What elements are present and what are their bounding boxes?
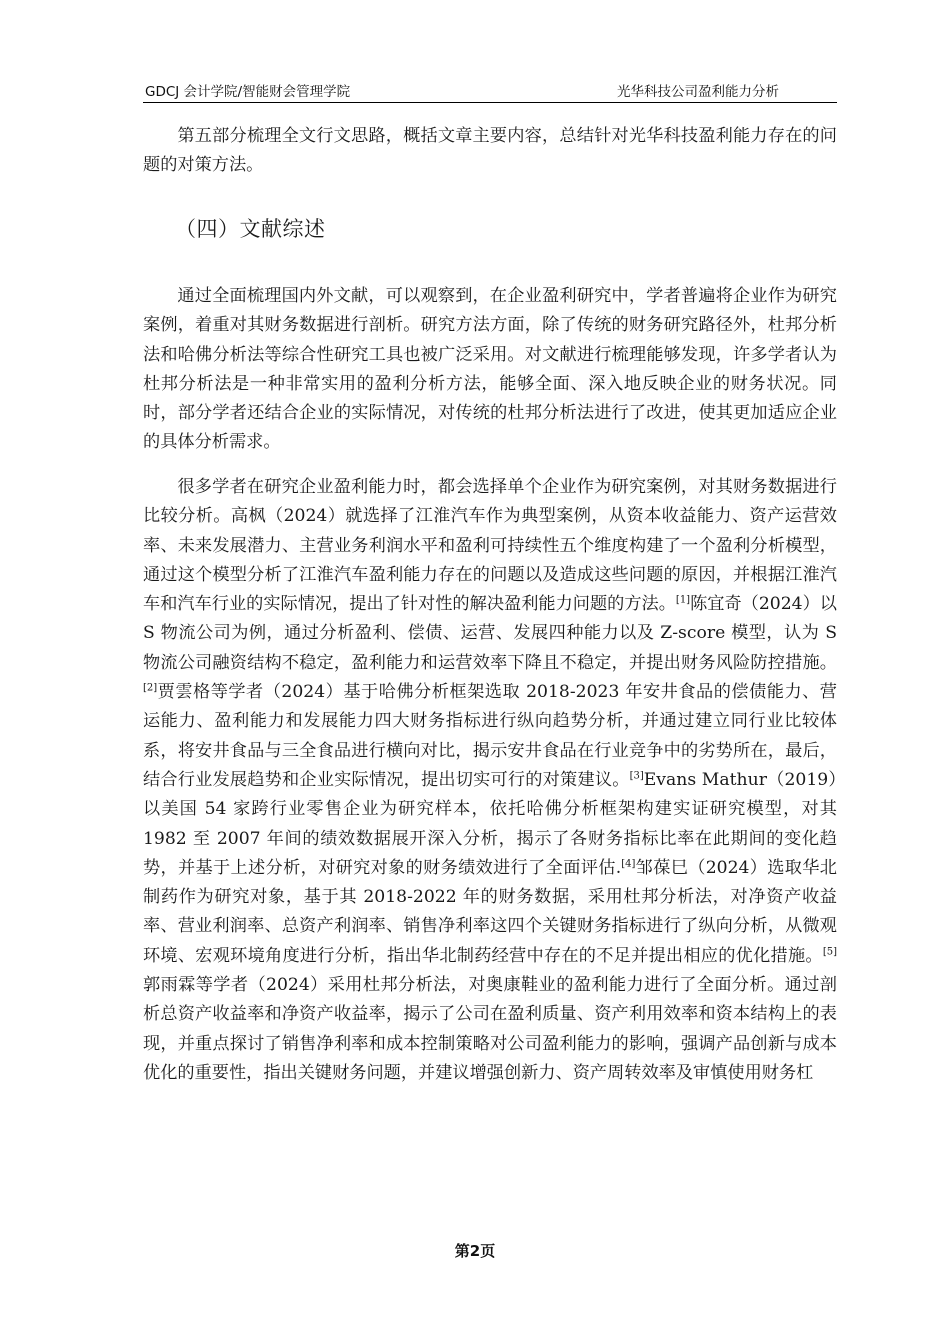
paragraph-2-sentence-1: 陈宜奇（2024）以 S 物流公司为例，通过分析盈利、偿债、运营、发展四种能力以及 Z-score 模型，认为 S 物流公司融资结构不稳定，盈利能力和运营效率下降且不稳定，并提出财务风险防控措施。 xyxy=(143,594,837,673)
header-institution: GDCJ 会计学院/智能财会管理学院 xyxy=(145,84,351,100)
paragraph-2-sentence-2: 贾雲格等学者（2024）基于哈佛分析框架选取 2018-2023 年安井食品的偿债能力、营运能力、盈利能力和发展能力四大财务指标进行纵向趋势分析，并通过建立同行业比较体系，将安井食品与三全食品进行横向对比，揭示安井食品在行业竞争中的劣势所在，最后，结合行业发展趋势和企业实际情况，提出切实可行的对策建议。 xyxy=(143,682,837,790)
intro-paragraph: 第五部分梳理全文行文思路，概括文章主要内容，总结针对光华科技盈利能力存在的问题的对策方法。 xyxy=(143,126,837,176)
citation-ref-2: [2] xyxy=(143,682,158,694)
paragraph-2-sentence-4: 邹葆巳（2024）选取华北制药作为研究对象，基于其 2018-2022 年的财务数据，采用杜邦分析法，对净资产收益率、营业利润率、总资产利润率、销售净利率这四个关键财务指标进行了纵向分析，从微观环境、宏观环境角度进行分析，指出华北制药经营中存在的不足并提出相应的优化措施。 xyxy=(143,857,837,966)
paragraph-1: 通过全面梳理国内外文献，可以观察到，在企业盈利研究中，学者普遍将企业作为研究案例，着重对其财务数据进行剖析。研究方法方面，除了传统的财务研究路径外，杜邦分析法和哈佛分析法等综合性研究工具也被广泛采用。对文献进行梳理能够发现，许多学者认为杜邦分析法是一种非常实用的盈利分析方法，能够全面、深入地反映企业的财务状况。同时，部分学者还结合企业的实际情况，对传统的杜邦分析法进行了改进，使其更加适应企业的具体分析需求。 xyxy=(143,286,837,453)
paragraph-2 xyxy=(143,473,837,1088)
citation-ref-3: [3] xyxy=(629,770,644,782)
citation-ref-4: [4] xyxy=(621,858,636,870)
citation-ref-1: [1] xyxy=(675,594,691,606)
header-thesis-title: 光华科技公司盈利能力分析 xyxy=(617,84,779,100)
paragraph-2-sentence-5: 郭雨霖等学者（2024）采用杜邦分析法，对奥康鞋业的盈利能力进行了全面分析。通过剖析总资产收益率和净资产收益率，揭示了公司在盈利质量、资产利用效率和资本结构上的表现，并重点探讨了销售净利率和成本控制策略对公司盈利能力的影响，强调产品创新与成本优化的重要性，指出关键财务问题，并建议增强创新力、资产周转效率及审慎使用财务杠 xyxy=(143,975,837,1083)
section-heading: （四）文献综述 xyxy=(175,217,326,241)
page-number: 第2页 xyxy=(454,1242,496,1260)
paragraph-2-sentence-0: 很多学者在研究企业盈利能力时，都会选择单个企业作为研究案例，对其财务数据进行比较分析。高枫（2024）就选择了江淮汽车作为典型案例，从资本收益能力、资产运营效率、未来发展潜力、主营业务利润水平和盈利可持续性五个维度构建了一个盈利分析模型，通过这个模型分析了江淮汽车盈利能力存在的问题以及造成这些问题的原因，并根据江淮汽车和汽车行业的实际情况，提出了针对性的解决盈利能力问题的方法。 xyxy=(143,477,837,615)
citation-ref-5: [5] xyxy=(822,946,837,958)
page-header xyxy=(143,76,837,103)
paragraph-2-sentence-3: Evans Mathur（2019）以美国 54 家跨行业零售企业为研究样本，依托哈佛分析框架构建实证研究模型，对其 1982 至 2007 年间的绩效数据展开深入分析，揭示了各财务指标比率在此期间的变化趋势，并基于上述分析，对研究对象的财务绩效进行了全面评估. xyxy=(143,769,837,878)
